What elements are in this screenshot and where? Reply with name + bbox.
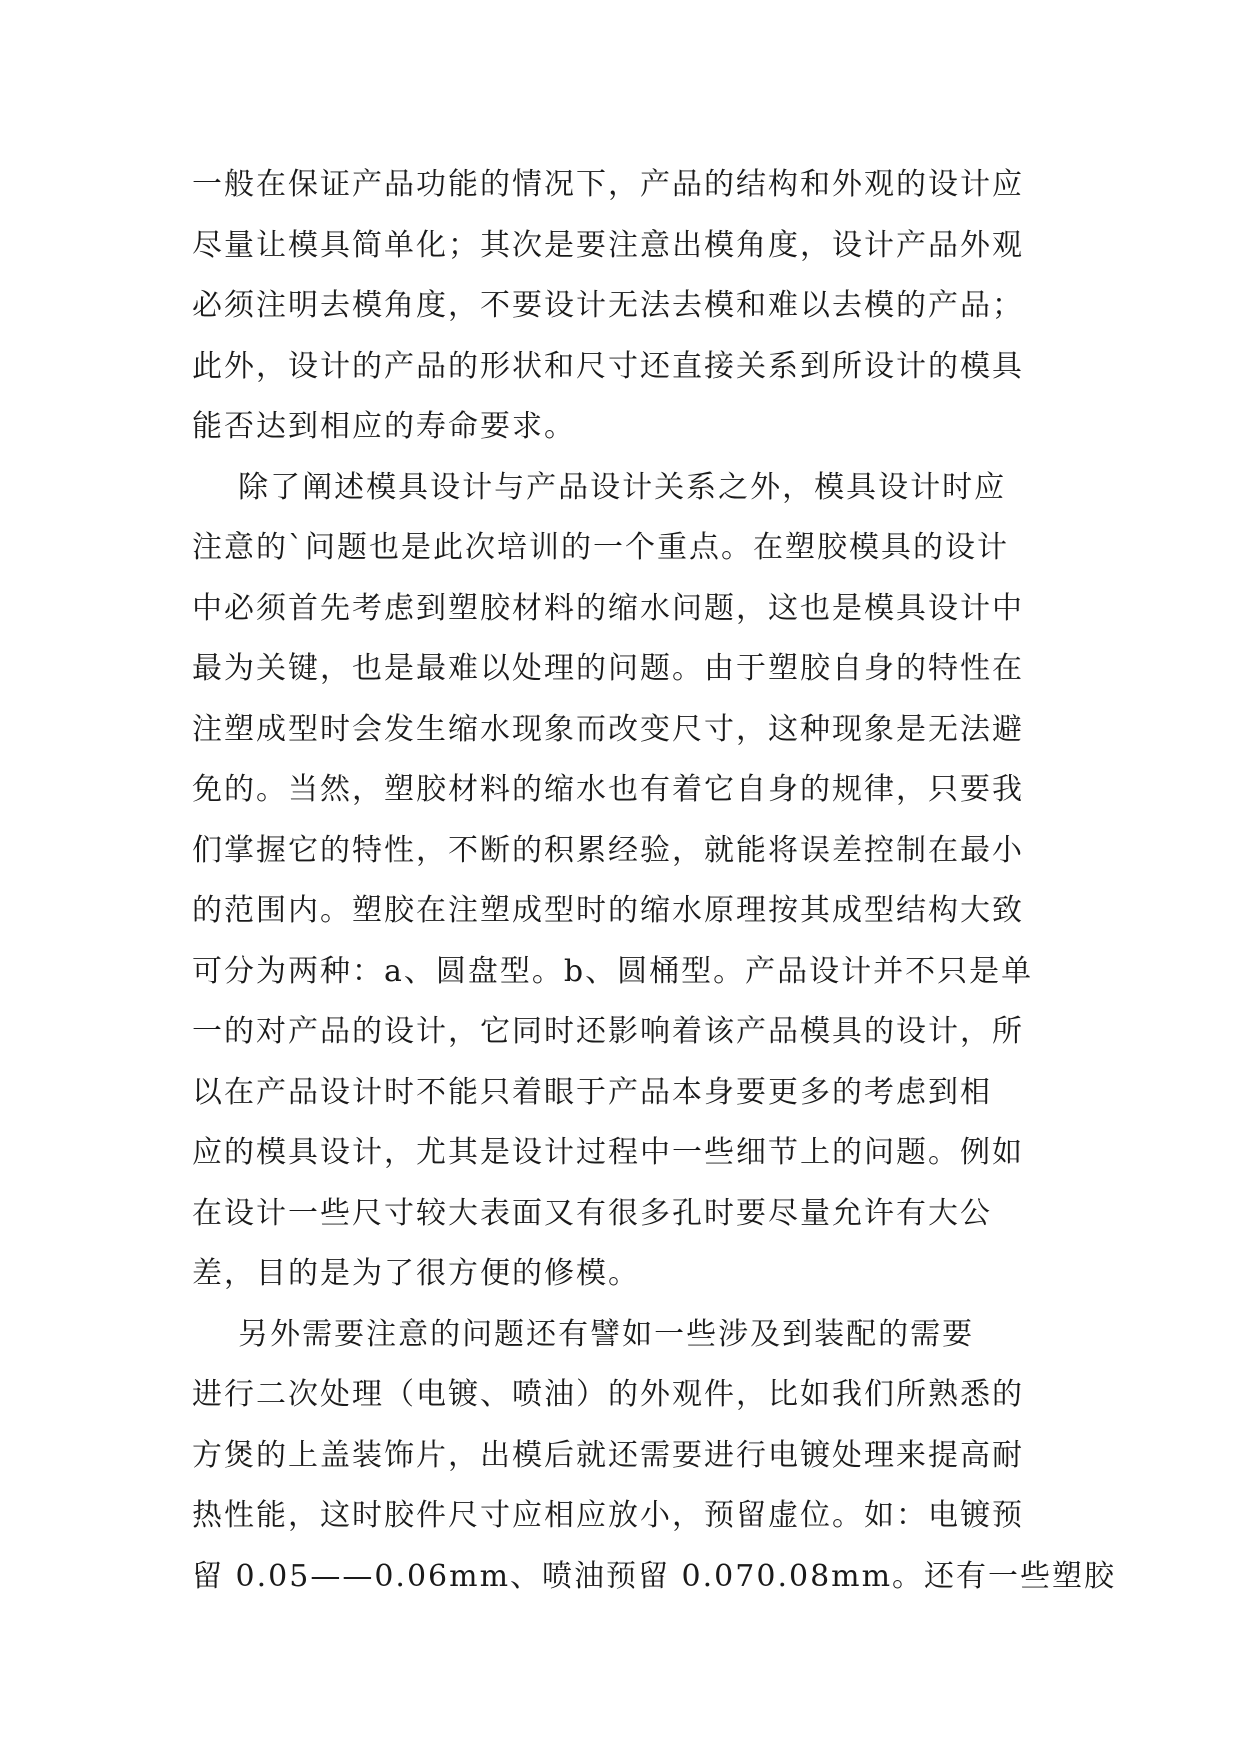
text-line: 可分为两种：a、圆盘型。b、圆桶型。产品设计并不只是单 [192, 953, 1034, 989]
paragraph-start-line: 另外需要注意的问题还有譬如一些涉及到装配的需要 [192, 1316, 975, 1352]
text-line: 一般在保证产品功能的情况下，产品的结构和外观的设计应 [192, 167, 1024, 202]
text-line: 以在产品设计时不能只着眼于产品本身要更多的考虑到相 [192, 1074, 992, 1110]
text-line: 进行二次处理（电镀、喷油）的外观件，比如我们所熟悉的 [192, 1377, 1024, 1412]
text-line: 此外，设计的产品的形状和尺寸还直接关系到所设计的模具 [192, 348, 1024, 384]
text-line: 留 0.05——0.06mm、喷油预留 0.070.08mm。还有一些塑胶 [192, 1558, 1117, 1594]
text-line: 差，目的是为了很方便的修模。 [192, 1256, 640, 1291]
text-line: 的范围内。塑胶在注塑成型时的缩水原理按其成型结构大致 [192, 893, 1024, 928]
text-line: 在设计一些尺寸较大表面又有很多孔时要尽量允许有大公 [192, 1195, 992, 1231]
text-line: 最为关键，也是最难以处理的问题。由于塑胶自身的特性在 [192, 651, 1024, 686]
text-line: 方煲的上盖装饰片，出模后就还需要进行电镀处理来提高耐 [192, 1437, 1024, 1473]
text-line: 中必须首先考虑到塑胶材料的缩水问题，这也是模具设计中 [192, 590, 1024, 626]
body-text [192, 155, 1117, 1607]
text-line: 一的对产品的设计，它同时还影响着该产品模具的设计，所 [192, 1014, 1024, 1049]
text-line: 们掌握它的特性，不断的积累经验，就能将误差控制在最小 [192, 832, 1024, 868]
text-line: 应的模具设计，尤其是设计过程中一些细节上的问题。例如 [192, 1135, 1024, 1170]
text-line: 注意的`问题也是此次培训的一个重点。在塑胶模具的设计 [192, 530, 1009, 565]
text-line: 注塑成型时会发生缩水现象而改变尺寸，这种现象是无法避 [192, 711, 1024, 747]
text-line: 能否达到相应的寿命要求。 [192, 409, 576, 444]
text-line: 热性能，这时胶件尺寸应相应放小，预留虚位。如：电镀预 [192, 1498, 1024, 1533]
text-line: 尽量让模具简单化；其次是要注意出模角度，设计产品外观 [192, 227, 1024, 263]
paragraph-start-line: 除了阐述模具设计与产品设计关系之外，模具设计时应 [192, 469, 1007, 505]
text-line: 免的。当然，塑胶材料的缩水也有着它自身的规律，只要我 [192, 772, 1024, 807]
text-line: 必须注明去模角度，不要设计无法去模和难以去模的产品； [192, 288, 1024, 323]
